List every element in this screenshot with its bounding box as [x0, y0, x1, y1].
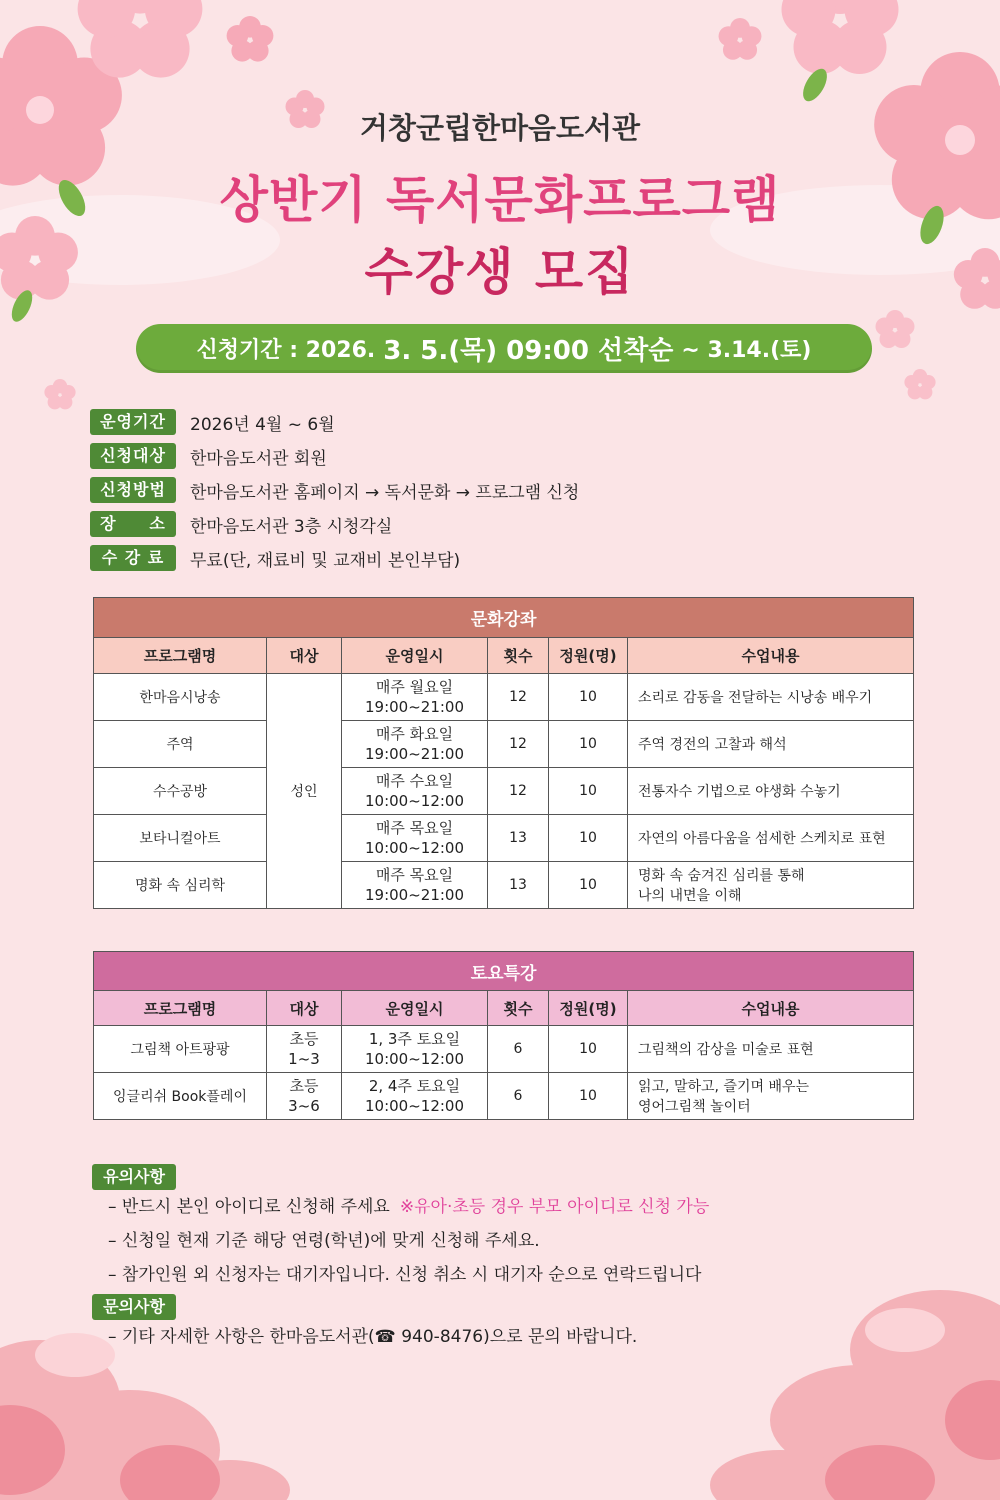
info-tag: 장 소	[90, 511, 176, 537]
program-target: 초등 3~6	[267, 1073, 342, 1120]
program-content: 전통자수 기법으로 야생화 수놓기	[628, 768, 914, 815]
table-caption: 토요특강	[94, 952, 914, 991]
contact-line: – 기타 자세한 사항은 한마음도서관(☎ 940-8476)으로 문의 바랍니다.	[108, 1327, 638, 1347]
program-sessions: 12	[488, 721, 549, 768]
info-list	[90, 405, 579, 575]
program-content: 자연의 아름다움을 섬세한 스케치로 표현	[628, 815, 914, 862]
program-name: 수수공방	[94, 768, 267, 815]
organization-name: 거창군립한마음도서관	[359, 111, 641, 145]
program-name: 명화 속 심리학	[94, 862, 267, 909]
program-capacity: 10	[549, 1026, 628, 1073]
page-title: 상반기 독서문화프로그램	[219, 171, 781, 229]
info-value: 2026년 4월 ~ 6월	[190, 414, 335, 435]
table-row	[94, 721, 914, 768]
column-header: 운영일시	[342, 638, 488, 674]
info-value: 한마음도서관 3층 시청각실	[190, 516, 393, 537]
program-sessions: 6	[488, 1026, 549, 1073]
note-highlight: ※유아·초등 경우 부모 아이디로 신청 가능	[399, 1197, 710, 1217]
program-content: 소리로 감동을 전달하는 시낭송 배우기	[628, 674, 914, 721]
saturday-lecture-table	[93, 951, 914, 1120]
program-content: 읽고, 말하고, 즐기며 배우는 영어그림책 놀이터	[628, 1073, 914, 1120]
info-value: 한마음도서관 회원	[190, 448, 327, 469]
info-tag: 신청대상	[90, 443, 176, 469]
program-sessions: 12	[488, 768, 549, 815]
program-capacity: 10	[549, 768, 628, 815]
program-sessions: 6	[488, 1073, 549, 1120]
column-header: 정원(명)	[549, 991, 628, 1026]
info-row	[90, 405, 579, 439]
program-name: 잉글리쉬 Book플레이	[94, 1073, 267, 1120]
column-header: 운영일시	[342, 991, 488, 1026]
info-row	[90, 507, 579, 541]
program-capacity: 10	[549, 815, 628, 862]
info-row	[90, 473, 579, 507]
program-schedule: 2, 4주 토요일 10:00~12:00	[342, 1073, 488, 1120]
column-header: 대상	[267, 991, 342, 1026]
info-row	[90, 439, 579, 473]
table-row	[94, 815, 914, 862]
program-schedule: 매주 화요일 19:00~21:00	[342, 721, 488, 768]
info-tag: 신청방법	[90, 477, 176, 503]
program-name: 주역	[94, 721, 267, 768]
notes-section	[92, 1164, 709, 1354]
program-schedule: 매주 목요일 19:00~21:00	[342, 862, 488, 909]
column-header: 횟수	[488, 991, 549, 1026]
column-header: 수업내용	[628, 991, 914, 1026]
note-line: – 참가인원 외 신청자는 대기자입니다. 신청 취소 시 대기자 순으로 연락드립니다	[108, 1265, 702, 1285]
program-schedule: 매주 목요일 10:00~12:00	[342, 815, 488, 862]
column-header: 프로그램명	[94, 638, 267, 674]
column-header: 정원(명)	[549, 638, 628, 674]
info-row	[90, 541, 579, 575]
column-header: 대상	[267, 638, 342, 674]
program-sessions: 12	[488, 674, 549, 721]
table-row	[94, 674, 914, 721]
column-header: 수업내용	[628, 638, 914, 674]
info-tag: 운영기간	[90, 409, 176, 435]
note-line: – 신청일 현재 기준 해당 연령(학년)에 맞게 신청해 주세요.	[108, 1231, 540, 1251]
program-name: 그림책 아트팡팡	[94, 1026, 267, 1073]
notes-tag: 유의사항	[92, 1164, 176, 1190]
program-content: 명화 속 숨겨진 심리를 통해 나의 내면을 이해	[628, 862, 914, 909]
program-capacity: 10	[549, 1073, 628, 1120]
table-row	[94, 862, 914, 909]
period-label: 신청기간 : 2026.	[196, 338, 376, 363]
application-period-banner	[136, 324, 872, 373]
info-tag: 수 강 료	[90, 545, 176, 571]
program-content: 주역 경전의 고찰과 해석	[628, 721, 914, 768]
column-header: 횟수	[488, 638, 549, 674]
info-value: 무료(단, 재료비 및 교재비 본인부담)	[190, 550, 461, 571]
program-capacity: 10	[549, 862, 628, 909]
program-target: 성인	[267, 674, 342, 909]
contact-tag: 문의사항	[92, 1294, 176, 1320]
culture-lecture-table	[93, 597, 914, 909]
note-line: – 반드시 본인 아이디로 신청해 주세요 ※유아·초등 경우 부모 아이디로 신청 가능	[108, 1197, 710, 1217]
info-value: 한마음도서관 홈페이지 → 독서문화 → 프로그램 신청	[190, 482, 580, 503]
table-row	[94, 1073, 914, 1120]
period-end: ~ 3.14.(토)	[681, 338, 812, 363]
program-content: 그림책의 감상을 미술로 표현	[628, 1026, 914, 1073]
program-name: 한마음시낭송	[94, 674, 267, 721]
program-target: 초등 1~3	[267, 1026, 342, 1073]
program-schedule: 매주 월요일 19:00~21:00	[342, 674, 488, 721]
program-name: 보타니컬아트	[94, 815, 267, 862]
table-row	[94, 1026, 914, 1073]
table-row	[94, 768, 914, 815]
program-schedule: 매주 수요일 10:00~12:00	[342, 768, 488, 815]
table-caption: 문화강좌	[94, 598, 914, 638]
program-schedule: 1, 3주 토요일 10:00~12:00	[342, 1026, 488, 1073]
period-start: 3. 5.(목) 09:00 선착순	[383, 336, 674, 366]
column-header: 프로그램명	[94, 991, 267, 1026]
program-capacity: 10	[549, 721, 628, 768]
program-sessions: 13	[488, 862, 549, 909]
page-subtitle: 수강생 모집	[364, 243, 636, 301]
program-capacity: 10	[549, 674, 628, 721]
program-sessions: 13	[488, 815, 549, 862]
